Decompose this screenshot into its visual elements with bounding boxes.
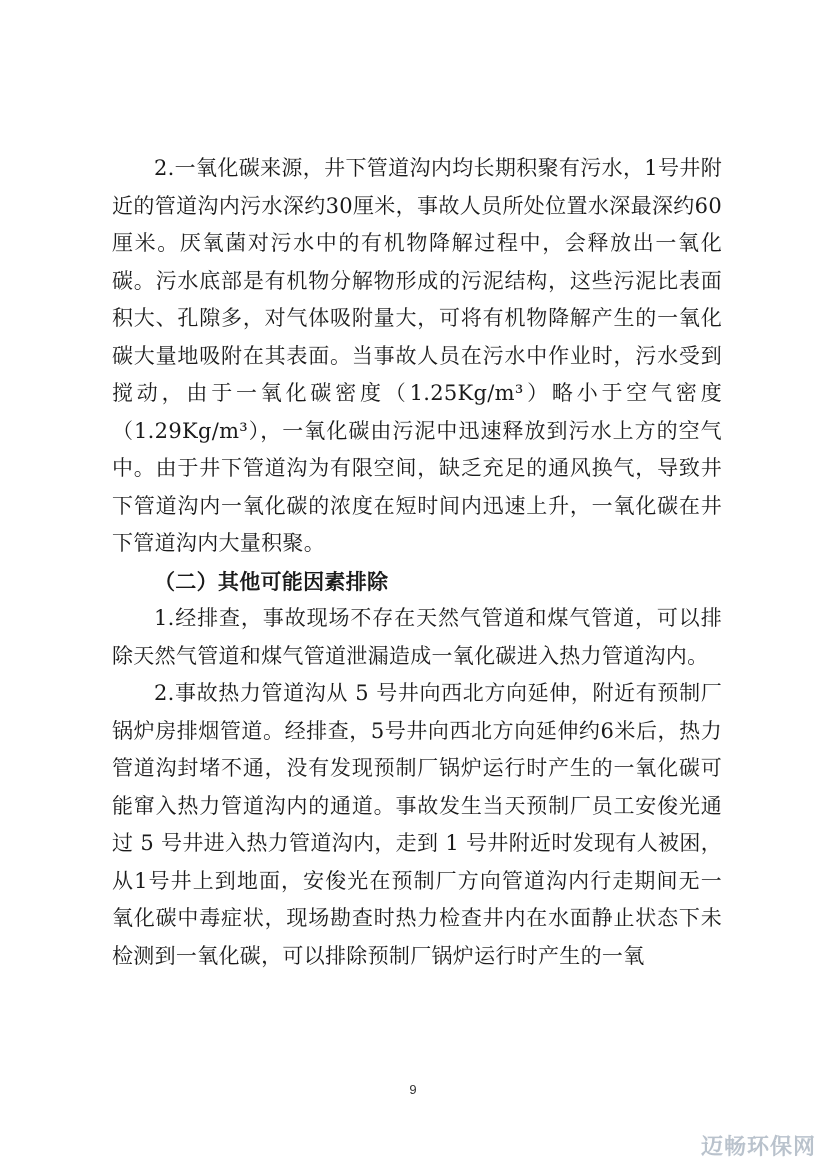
- paragraph-co-source: 2.一氧化碳来源，井下管道沟内均长期积聚有污水，1号井附近的管道沟内污水深约30厘米，事故人员所处位置水深最深约60厘米。厌氧菌对污水中的有机物降解过程中，会释放出一氧化碳。污水底部是有机物分解物形成的污泥结构，这些污泥比表面积大、孔隙多，对气体吸附量大，可将有机物降解产生的一氧化碳大量地吸附在其表面。当事故人员在污水中作业时，污水受到搅动，由于一氧化碳密度（1.25Kg/m³）略小于空气密度（1.29Kg/m³），一氧化碳由污泥中迅速释放到污水上方的空气中。由于井下管道沟为有限空间，缺乏充足的通风换气，导致井下管道沟内一氧化碳的浓度在短时间内迅速上升，一氧化碳在井下管道沟内大量积聚。: [112, 156, 722, 555]
- watermark-logo: 迈畅环保网: [700, 1135, 816, 1160]
- paragraph-exclusion-2: 2.事故热力管道沟从 5 号井向西北方向延伸，附近有预制厂锅炉房排烟管道。经排查，5号井向西北方向延伸约6米后，热力管道沟封堵不通，没有发现预制厂锅炉运行时产生的一氧化碳可能窜入热力管道沟内的通道。事故发生当天预制厂员工安俊光通过 5 号井进入热力管道沟内，走到 1 号井附近时发现有人被困，从1号井上到地面，安俊光在预制厂方向管道沟内行走期间无一氧化碳中毒症状，现场勘查时热力检查井内在水面静止状态下未检测到一氧化碳，可以排除预制厂锅炉运行时产生的一氧: [112, 681, 722, 968]
- section-heading: （二）其他可能因素排除: [154, 568, 389, 594]
- paragraph-exclusion-1: 1.经排查，事故现场不存在天然气管道和煤气管道，可以排除天然气管道和煤气管道泄漏造成一氧化碳进入热力管道沟内。: [112, 606, 722, 668]
- body-text: [112, 150, 722, 975]
- page-number: 9: [409, 1082, 417, 1097]
